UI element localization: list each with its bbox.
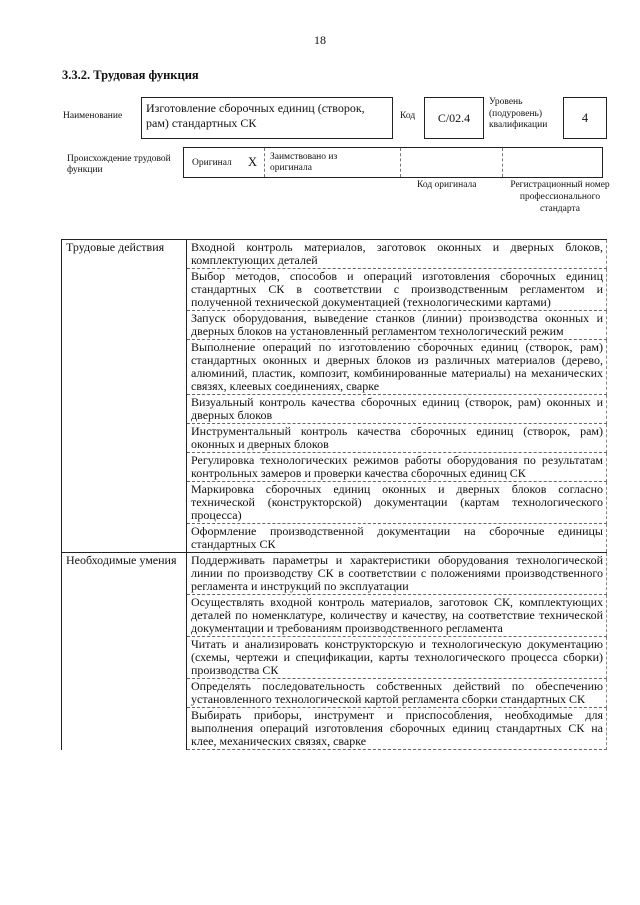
skill-item: Поддерживать параметры и характеристики оборудования технологической линии по производству СК в соответствии с положениями производственного регламента и инструкций по эксплуатации (187, 553, 607, 595)
action-item: Оформление производственной документации на сборочные единицы стандартных СК (187, 524, 607, 553)
action-item: Выбор методов, способов и операций изготовления сборочных единиц стандартных СК в соответствии с производственным регламентом и полученной технической документацией (технологическими картами) (187, 269, 607, 311)
origin-divider-2 (400, 148, 401, 177)
origin-box (183, 147, 603, 178)
original-mark: X (248, 155, 258, 169)
action-item: Регулировка технологических режимов работы оборудования по результатам контрольных замеров и проверки качества сборочных единиц СК (187, 453, 607, 482)
name-label: Наименование (63, 111, 123, 121)
level-value: 4 (563, 97, 607, 139)
code-label: Код (400, 111, 416, 121)
action-item: Маркировка сборочных единиц оконных и дверных блоков согласно технической (конструкторской) документации (картам технологического процесса) (187, 482, 607, 524)
skill-item: Читать и анализировать конструкторскую и технологическую документацию (схемы, чертежи и спецификации, карты технологического процесса сборки) производства СК (187, 637, 607, 679)
name-value: Изготовление сборочных единиц (створок, рам) стандартных СК (141, 97, 393, 139)
origin-divider-3 (502, 148, 503, 177)
action-item: Визуальный контроль качества сборочных единиц (створок, рам) оконных и дверных блоков (187, 395, 607, 424)
skill-item: Выбирать приборы, инструмент и приспособления, необходимые для выполнения операций изготовления сборочных единиц стандартных СК на клее, механических связях, сварке (187, 708, 607, 750)
section-title-actions: Трудовые действия (62, 240, 187, 553)
level-label: Уровень (подуровень) квалификации (489, 97, 548, 130)
skill-item: Определять последовательность собственных действий по обеспечению установленного технологической картой регламента сборки стандартных СК (187, 679, 607, 708)
section-title-skills: Необходимые умения (62, 553, 187, 750)
action-item: Инструментальный контроль качества сборочных единиц (створок, рам) оконных и дверных блоков (187, 424, 607, 453)
skill-item: Осуществлять входной контроль материалов, заготовок СК, комплектующих деталей по номенклатуре, количеству и качеству, на соответствие технической документации и требованиям производственного регламента (187, 595, 607, 637)
original-label: Оригинал (192, 158, 232, 168)
function-table (61, 239, 607, 750)
section-heading: 3.3.2. Трудовая функция (62, 68, 199, 82)
page-number: 18 (314, 33, 326, 47)
action-item: Запуск оборудования, выведение станков (линии) производства оконных и дверных блоков на установленный регламентом технологический режим (187, 311, 607, 340)
origin-label: Происхождение трудовой функции (67, 154, 171, 175)
action-item: Входной контроль материалов, заготовок оконных и дверных блоков, комплектующих деталей (187, 240, 607, 269)
code-value: C/02.4 (424, 97, 484, 139)
code-original-label: Код оригинала (417, 180, 477, 190)
reg-number-label: Регистрационный номер профессионального стандарта (510, 180, 610, 214)
borrowed-label: Заимствовано из оригинала (270, 152, 338, 173)
action-item: Выполнение операций по изготовлению сборочных единиц (створок, рам) стандартных оконных и дверных блоков из различных материалов (дерево, алюминий, пластик, композит, комбинированные материалы) на механических связях, клеевых соединениях, сварке (187, 340, 607, 395)
origin-divider-1 (264, 148, 265, 177)
